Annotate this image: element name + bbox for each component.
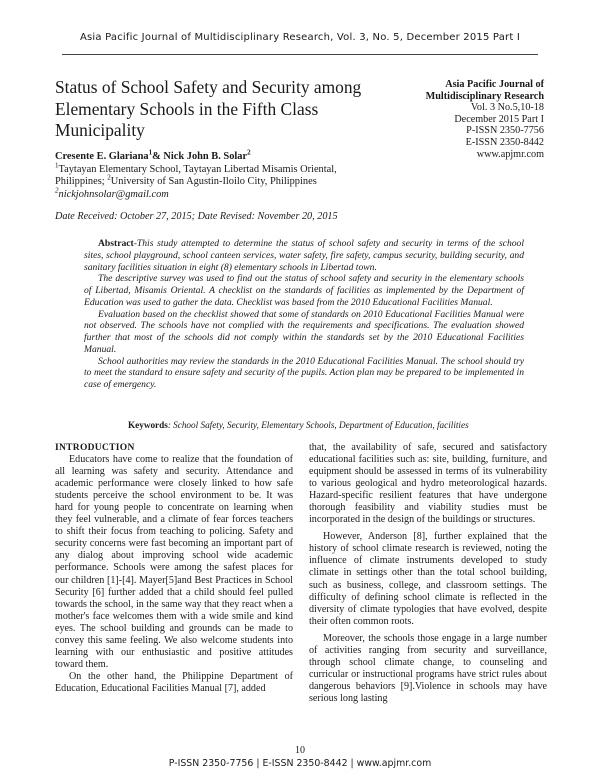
body-paragraph: On the other hand, the Philippine Department of Education, Educational Facilities Manual [7], added bbox=[55, 670, 293, 694]
email-sup: 2 bbox=[55, 186, 59, 195]
abstract-paragraph-4: School authorities may review the standards in the 2010 Educational Facilities Manual. The school should try to meet the standard to ensure safety and security of the pupils. Action plan may be prepared to be implemented in case of emergency. bbox=[84, 355, 524, 390]
author-2-sup: 2 bbox=[247, 148, 251, 157]
running-header: Asia Pacific Journal of Multidisciplinary Research, Vol. 3, No. 5, December 2015 Part I bbox=[79, 32, 520, 43]
journal-info-box bbox=[354, 79, 544, 160]
journal-pissn: P-ISSN 2350-7756 bbox=[466, 125, 544, 137]
journal-issue: December 2015 Part I bbox=[454, 113, 544, 125]
keywords-label: Keywords bbox=[128, 420, 168, 430]
author-block bbox=[55, 148, 415, 201]
affiliation-1-sup: 1 bbox=[55, 161, 59, 170]
header-divider bbox=[62, 54, 538, 55]
author-conjunction: & bbox=[152, 151, 164, 162]
author-2-name: Nick John B. Solar bbox=[163, 151, 248, 162]
paper-title: Status of School Safety and Security among Elementary Schools in the Fifth Class Municipality bbox=[55, 77, 362, 140]
author-names bbox=[55, 148, 415, 164]
introduction-heading: INTRODUCTION bbox=[55, 443, 135, 453]
journal-volume: Vol. 3 No.5,10-18 bbox=[470, 102, 544, 114]
affiliation-2-text: University of San Agustin-Iloilo City, Philippines bbox=[110, 176, 317, 188]
journal-website: www.apjmr.com bbox=[476, 148, 544, 160]
author-1-name: Cresente E. Glariana bbox=[55, 151, 149, 162]
journal-eissn: E-ISSN 2350-8442 bbox=[465, 136, 544, 148]
body-column-right bbox=[309, 442, 547, 705]
body-paragraph: However, Anderson [8], further explained that the history of school climate research is reviewed, noting the influence of climate instruments developed to study climate in settings other than the total school building, such as business, college, and classroom settings. The difficulty of defining school climate is reflected in the diversity of climate typologies that have evolved, despite their often common roots. bbox=[309, 531, 547, 627]
page-number: 10 bbox=[295, 745, 305, 756]
abstract-paragraph-3: Evaluation based on the checklist showed that some of standards on 2010 Educational Facilities Manual were not observed. The schools have not complied with the requirements and specifications. The evaluation showed further that most of the schools did not comply within the standards set by the 2010 Educational Facilities Manual. bbox=[84, 308, 524, 355]
affiliation-1-country: Philippines; bbox=[55, 176, 108, 188]
body-paragraph: Educators have come to realize that the foundation of all learning was safety and security. Attendance and academic performance were closely linked to how safe students perceive the school environment to be. It was hard for young people to concentrate on learning when they feel vulnerable, and a climate of fear forces teachers to shift their focus from teaching to policing. Safety and security concerns were fast becoming an important part of any dialog about improving school wide academic performance. Schools were among the safest places for our children [1]-[4]. Mayer[5]and Best Practices in School Security [6] further added that a child should feel pulled towards the school, in the same way that they react when a mother's face welcomes them with a wide smile and kind eyes. The school building and grounds can be made to convey this same feeling. We also welcome students into learning with our enthusiastic and positive attitudes toward them. bbox=[55, 454, 293, 670]
submission-dates: Date Received: October 27, 2015; Date Revised: November 20, 2015 bbox=[55, 211, 338, 222]
page-footer: P-ISSN 2350-7756 | E-ISSN 2350-8442 | www.apjmr.com bbox=[168, 758, 432, 769]
body-column-left bbox=[55, 442, 293, 695]
abstract bbox=[84, 238, 524, 391]
affiliation-1-text: Taytayan Elementary School, Taytayan Libertad Misamis Oriental, bbox=[58, 163, 337, 175]
body-paragraph: Moreover, the schools those engage in a large number of activities ranging from security and surveillance, through school climate change, to counseling and curricular or instructional programs have strict rules about dangerous behaviors [9].Violence in schools may have serious long lasting bbox=[309, 632, 547, 704]
abstract-paragraph-2: The descriptive survey was used to find out the status of school safety and security in the elementary schools of Libertad, Misamis Oriental. A checklist on the standards of facilities as implemented by the Department of Education was used to gather the data. Checklist was based from the 2010 Educational Facilities Manual. bbox=[84, 273, 524, 308]
abstract-label: Abstract bbox=[98, 238, 134, 249]
body-paragraph: that, the availability of safe, secured and satisfactory educational facilities such as: site, building, furniture, and equipment should be assessed in terms of its vulnerability to various geological and hydro meteorological hazards. Hazard-specific resilient features that have undergone thorough feasibility and viability studies must be incorporated in the design of the buildings or structures. bbox=[309, 442, 547, 526]
abstract-p1-text: -This study attempted to determine the status of school safety and security in terms of the school sites, school playground, school canteen services, water safety, fire safety, campus security, building security, and sanitary facilities situation in eight (8) elementary schools in Libertad town. bbox=[84, 238, 524, 273]
journal-name-line1: Asia Pacific Journal of bbox=[445, 79, 544, 90]
abstract-paragraph-1 bbox=[84, 238, 524, 273]
keywords bbox=[128, 420, 548, 430]
author-email: nickjohnsolar@gmail.com bbox=[58, 188, 169, 200]
affiliation-line-2 bbox=[55, 173, 415, 189]
author-email-line bbox=[55, 186, 415, 202]
author-1-sup: 1 bbox=[148, 148, 153, 157]
affiliation-2-sup: 2 bbox=[107, 173, 111, 182]
keywords-text: : School Safety, Security, Elementary Schools, Department of Education, facilities bbox=[167, 420, 469, 430]
journal-name-line2: Multidisciplinary Research bbox=[425, 90, 544, 102]
